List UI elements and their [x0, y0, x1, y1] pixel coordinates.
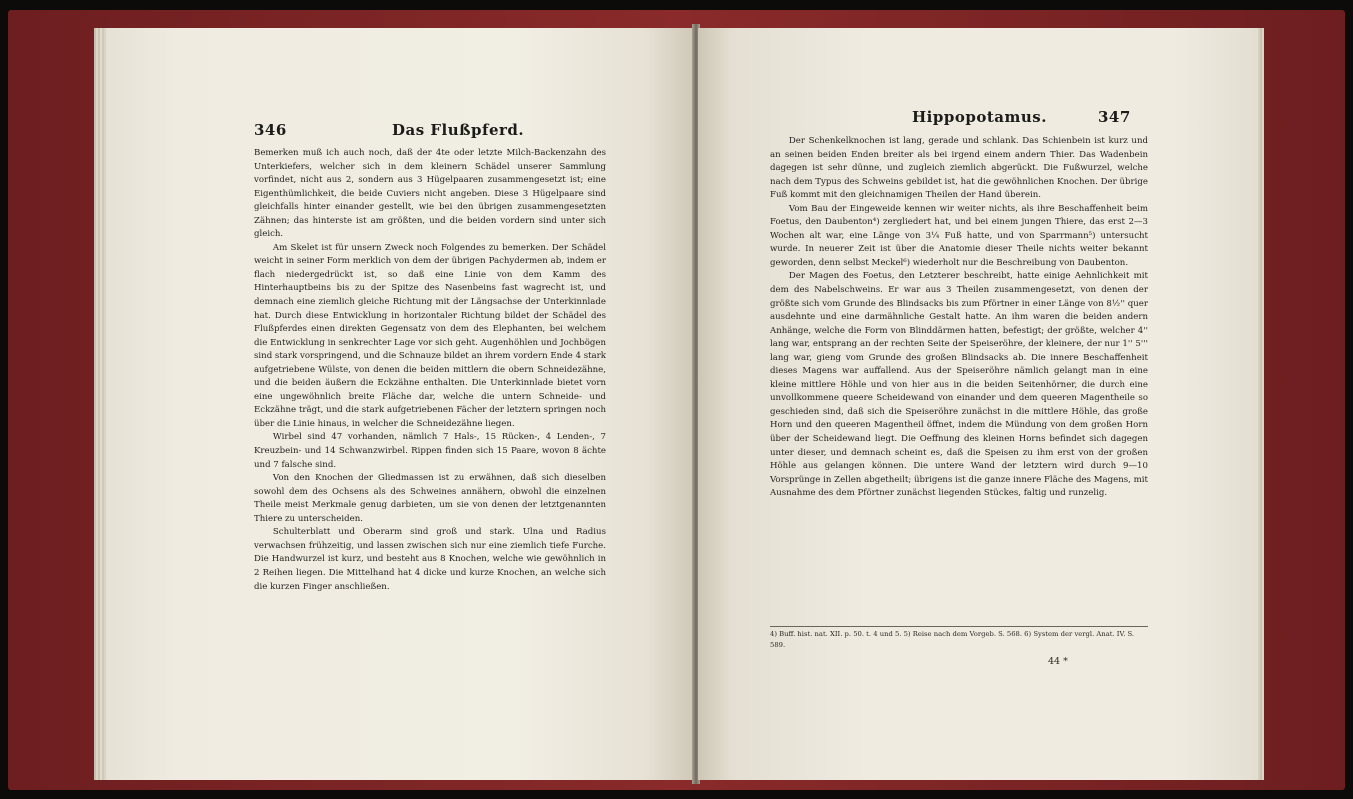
page-number-right: 347: [1098, 108, 1131, 126]
left-page: [106, 28, 694, 780]
paragraph: Von den Knochen der Gliedmassen ist zu erwähnen, daß sich dieselben sowohl dem des Ochsens als des Schweines annähern, obwohl die einzelnen Theile meist Merkmale genug darbieten, um sie von denen der letztgenannten Thiere zu unterscheiden.: [254, 473, 606, 524]
paragraph: Am Skelet ist für unsern Zweck noch Folgendes zu bemerken. Der Schädel weicht in seiner Form merklich von dem der übrigen Pachydermen ab, indem er flach niedergedrückt ist, so daß eine Linie von dem Kamm des Hinterhauptbeins bis zu der Spitze des Nasenbeins fast wagrecht ist, und demnach eine ziemlich gleiche Richtung mit der Längsachse der Unterkinnlade hat. Durch diese Entwicklung in horizontaler Richtung bildet der Schädel des Flußpferdes einen direkten Gegensatz von dem des Elephanten, bei welchem die Entwicklung in senkrechter Lage vor sich geht. Augenhöhlen und Jochbögen sind stark vorspringend, und die Schnauze bildet an ihrem vordern Ende 4 stark aufgetriebene Wülste, von denen die beiden mittlern die obern Schneidezähne, und die beiden äußern die Eckzähne enthalten. Die Unterkinnlade bietet vorn eine ungewöhnlich breite Fläche dar, welche die untern Schneide- und Eckzähne trägt, und die stark aufgetriebenen Fächer der letztern springen noch über die Linie hinaus, in welcher die Schneidezähne liegen.: [254, 242, 606, 429]
right-body-text: [770, 135, 1148, 501]
paragraph: Wirbel sind 47 vorhanden, nämlich 7 Hals-, 15 Rücken-, 4 Lenden-, 7 Kreuzbein- und 14 Schwanzwirbel. Rippen finden sich 15 Paare, wovon 8 ächte und 7 falsche sind.: [254, 432, 606, 470]
left-body-text: [254, 147, 606, 594]
page-number-left: 346: [254, 121, 287, 139]
paragraph: Vom Bau der Eingeweide kennen wir weiter nichts, als ihre Beschaffenheit beim Foetus, den Daubenton⁴) zergliedert hat, und bei einem jungen Thiere, das erst 2—3 Wochen alt war, eine Länge von 3¼ Fuß hatte, und von Sparrmann⁵) untersucht wurde. In neuerer Zeit ist über die Anatomie dieser Theile nichts weiter bekannt geworden, denn selbst Meckel⁶) wiederholt nur die Beschreibung von Daubenton.: [770, 203, 1148, 268]
signature-mark: 44 *: [1048, 656, 1068, 667]
running-head-right: Hippopotamus.: [912, 108, 1047, 126]
book-spread: [8, 10, 1345, 790]
paragraph: Der Magen des Foetus, den Letzterer beschreibt, hatte einige Aehnlichkeit mit dem des Nabelschweins. Er war aus 3 Theilen zusammengesetzt, von denen der größte sich vom Grunde des Blindsacks bis zum Pförtner in einer Länge von 8½'' quer ausdehnte und eine darmähnliche Gestalt hatte. An ihm waren die beiden andern Anhänge, welche die Form von Blinddärmen hatten, befestigt; der größte, welcher 4'' lang war, entsprang an der rechten Seite der Speiseröhre, der kleinere, der nur 1'' 5''' lang war, gieng vom Grunde des großen Blindsacks ab. Die innere Beschaffenheit dieses Magens war auffallend. Aus der Speiseröhre nämlich gelangt man in eine kleine mittlere Höhle und von hier aus in die beiden Seitenhörner, die durch eine unvollkommene queere Scheidewand von einander und dem queeren Magentheile so geschieden sind, daß sich die Speiseröhre zunächst in die mittlere Höhle, das große Horn und den queeren Magentheil öffnet, indem die Mündung von dem großen Horn über der Scheidewand liegt. Die Oeffnung des kleinen Horns befindet sich dagegen unter dieser, und demnach scheint es, daß die Speisen zu ihm erst von der großen Höhle aus gelangen können. Die untere Wand der letztern wird durch 9—10 Vorsprünge in Zellen abgetheilt; übrigens ist die ganze innere Fläche des Magens, mit Ausnahme des dem Pförtner zunächst liegenden Stückes, faltig und runzelig.: [770, 271, 1148, 499]
paragraph: Der Schenkelknochen ist lang, gerade und schlank. Das Schienbein ist kurz und an seinen beiden Enden breiter als bei irgend einem andern Thier. Das Wadenbein dagegen ist sehr dünne, und zugleich ziemlich abgerückt. Die Fußwurzel, welche nach dem Typus des Schweins gebildet ist, hat die gewöhnlichen Knochen. Der übrige Fuß kommt mit den gleichnamigen Theilen der Hand überein.: [770, 136, 1148, 201]
footnotes: 4) Buff. hist. nat. XII. p. 50. t. 4 und 5. 5) Reise nach dem Vorgeb. S. 568. 6) System der vergl. Anat. IV. S. 589.: [770, 626, 1148, 651]
running-head-left: Das Flußpferd.: [392, 121, 525, 139]
paragraph: Schulterblatt und Oberarm sind groß und stark. Ulna und Radius verwachsen frühzeitig, und lassen zwischen sich nur eine ziemlich tiefe Furche. Die Handwurzel ist kurz, und besteht aus 8 Knochen, welche wie gewöhnlich in 2 Reihen liegen. Die Mittelhand hat 4 dicke und kurze Knochen, an welche sich die kurzen Finger anschließen.: [254, 527, 606, 592]
right-page: [698, 28, 1258, 780]
paragraph: Bemerken muß ich auch noch, daß der 4te oder letzte Milch-Backenzahn des Unterkiefers, welcher sich in dem kleinern Schädel unserer Sammlung vorfindet, nicht aus 2, sondern aus 3 Hügelpaaren zusammengesetzt ist; eine Eigenthümlichkeit, die beide Cuviers nicht angeben. Diese 3 Hügelpaare sind gleichfalls hinter einander gestellt, wie bei den übrigen zusammengesetzten Zähnen; das hinterste ist am größten, und die beiden vordern sind unter sich gleich.: [254, 148, 606, 240]
